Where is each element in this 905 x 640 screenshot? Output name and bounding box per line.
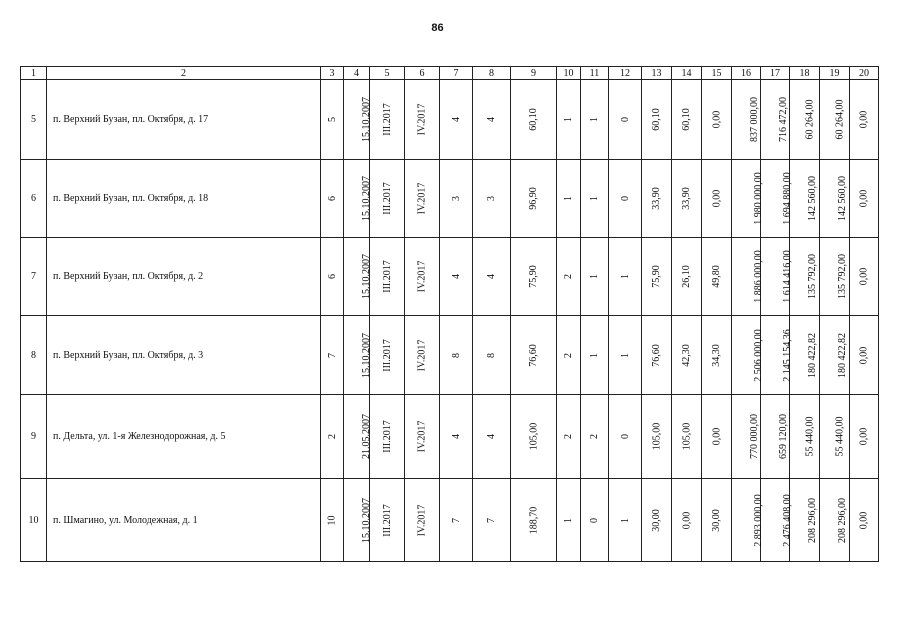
rotated-value: 33,90 (681, 187, 692, 210)
rotated-value: 105,00 (651, 422, 662, 451)
table-cell (473, 80, 511, 160)
table-cell (511, 479, 557, 562)
table-cell (609, 316, 642, 395)
table-cell (702, 238, 732, 316)
header-cell: 2 (47, 67, 321, 80)
table-cell (820, 238, 850, 316)
table-cell (405, 238, 440, 316)
rotated-value: 2 (589, 434, 600, 439)
rotated-value: 10 (326, 515, 338, 525)
rotated-value: 142 560,00 (807, 176, 818, 221)
table-cell (370, 316, 405, 395)
table-cell (672, 395, 702, 479)
rotated-value: III.2017 (381, 503, 393, 537)
table-cell (405, 80, 440, 160)
table-cell (850, 316, 879, 395)
table-cell (672, 316, 702, 395)
table-cell (732, 160, 764, 238)
table-cell (850, 80, 879, 160)
rotated-value: 2 145 154,36 (781, 328, 793, 382)
table-cell (820, 160, 850, 238)
rotated-value: 1 694 880,00 (781, 172, 793, 225)
table-body (21, 80, 879, 562)
table-cell (581, 479, 609, 562)
rotated-value: 770 000,00 (749, 414, 760, 459)
rotated-value: 0,00 (711, 189, 722, 208)
table-cell (440, 316, 473, 395)
table-cell (344, 395, 370, 479)
rotated-value: III.2017 (381, 182, 393, 215)
table-cell (790, 160, 820, 238)
table-cell (370, 479, 405, 562)
table-cell: 9 (21, 395, 47, 479)
rotated-value: 1 (589, 196, 600, 201)
rotated-value: 716 472,00 (778, 97, 789, 142)
table-cell (557, 316, 581, 395)
table-cell (321, 80, 344, 160)
table-cell (609, 238, 642, 316)
table-row (21, 238, 879, 316)
address-cell: п. Верхний Бузан, пл. Октября, д. 17 (47, 80, 321, 160)
table-cell (440, 479, 473, 562)
rotated-value: 55 440,00 (834, 416, 846, 457)
table-cell (581, 316, 609, 395)
rotated-value: 30,00 (711, 508, 722, 532)
header-cell: 1 (21, 67, 47, 80)
table-cell (473, 316, 511, 395)
table-cell (511, 160, 557, 238)
header-cell: 9 (511, 67, 557, 80)
table-cell (511, 238, 557, 316)
header-cell: 19 (820, 67, 850, 80)
rotated-value: 0 (589, 517, 600, 523)
header-cell: 16 (732, 67, 761, 80)
table-cell (761, 80, 790, 160)
rotated-value: 34,30 (711, 343, 722, 367)
rotated-value: 1 886 000,00 (752, 250, 764, 303)
rotated-value: 0,00 (711, 110, 722, 129)
rotated-value: 6 (326, 274, 338, 279)
header-cell: 11 (581, 67, 609, 80)
table-cell (702, 316, 732, 395)
table-cell (732, 80, 761, 160)
header-cell: 20 (850, 67, 879, 80)
table-cell (732, 395, 761, 479)
header-cell: 4 (344, 67, 370, 80)
rotated-value: 1 (619, 517, 631, 523)
table-cell (761, 160, 793, 238)
rotated-value: 1 (619, 274, 631, 279)
header-cell: 10 (557, 67, 581, 80)
table-cell (672, 160, 702, 238)
rotated-value: IV.2017 (416, 260, 428, 293)
table-cell (557, 395, 581, 479)
table-cell (642, 80, 672, 160)
table-cell (321, 160, 344, 238)
rotated-value: 135 792,00 (807, 254, 818, 299)
table-cell (790, 395, 820, 479)
table-cell (732, 238, 764, 316)
table-cell (344, 316, 370, 395)
rotated-value: 0,00 (858, 346, 870, 364)
rotated-value: 1 (563, 117, 574, 122)
table-cell: 6 (21, 160, 47, 238)
table-cell (702, 160, 732, 238)
rotated-value: 60,10 (681, 108, 692, 131)
header-cell: 15 (702, 67, 732, 80)
rotated-value: III.2017 (381, 260, 393, 293)
table-cell (609, 479, 642, 562)
rotated-value: III.2017 (381, 338, 393, 372)
rotated-value: 142 560,00 (837, 176, 848, 221)
rotated-value: 105,00 (681, 422, 692, 451)
header-cell: 6 (405, 67, 440, 80)
rotated-value: 6 (326, 196, 338, 201)
table-cell (473, 395, 511, 479)
rotated-value: IV.2017 (416, 420, 428, 453)
rotated-value: 837 000,00 (749, 97, 760, 142)
table-cell (405, 395, 440, 479)
table-cell: 8 (21, 316, 47, 395)
table-cell (440, 395, 473, 479)
rotated-value: 75,90 (651, 265, 662, 288)
rotated-value: 1 (619, 352, 631, 358)
rotated-value: IV.2017 (416, 504, 428, 536)
rotated-value: 1 614 416,00 (781, 250, 793, 303)
rotated-value: 60,10 (651, 108, 662, 131)
rotated-value: 0,00 (858, 427, 870, 446)
table-cell (405, 316, 440, 395)
rotated-value: 659 120,00 (778, 414, 789, 459)
table-cell (370, 80, 405, 160)
rotated-value: 4 (450, 274, 462, 279)
table-row (21, 316, 879, 395)
rotated-value: 2 476 408,00 (781, 493, 793, 547)
table-cell (581, 238, 609, 316)
table-row (21, 80, 879, 160)
table-cell: 7 (21, 238, 47, 316)
table-cell (642, 160, 672, 238)
header-cell: 5 (370, 67, 405, 80)
rotated-value: 4 (486, 434, 497, 439)
rotated-value: 8 (450, 352, 462, 358)
table-cell (820, 316, 850, 395)
rotated-value: 21.05.2007 (361, 414, 372, 459)
rotated-value: 2 506 000,00 (752, 328, 764, 382)
table-cell (581, 80, 609, 160)
rotated-value: 55 440,00 (804, 416, 816, 457)
table-row (21, 395, 879, 479)
rotated-value: 15.10.2007 (361, 254, 372, 299)
table-cell (761, 479, 793, 562)
header-cell: 3 (321, 67, 344, 80)
rotated-value: 5 (326, 117, 338, 122)
rotated-value: III.2017 (381, 103, 393, 136)
table-cell (344, 479, 370, 562)
table-cell (702, 479, 732, 562)
header-row (21, 67, 879, 80)
table-cell (609, 160, 642, 238)
rotated-value: 1 (589, 274, 600, 279)
rotated-value: 76,60 (528, 343, 539, 367)
table-cell (732, 479, 764, 562)
rotated-value: 15.10.2007 (361, 497, 372, 543)
table-cell (790, 479, 820, 562)
rotated-value: 4 (450, 434, 462, 439)
rotated-value: 105,00 (528, 422, 539, 451)
rotated-value: 208 296,00 (807, 497, 818, 543)
table-cell (850, 160, 879, 238)
table-cell (790, 80, 820, 160)
header-cell: 8 (473, 67, 511, 80)
table-cell (440, 160, 473, 238)
rotated-value: 60 264,00 (804, 99, 816, 140)
rotated-value: 49,80 (711, 265, 722, 288)
rotated-value: 8 (486, 352, 497, 358)
rotated-value: 1 (589, 352, 600, 358)
header-cell: 18 (790, 67, 820, 80)
rotated-value: 0 (619, 434, 631, 439)
rotated-value: 75,90 (528, 265, 539, 288)
rotated-value: 188,70 (528, 506, 539, 534)
rotated-value: 33,90 (651, 187, 662, 210)
rotated-value: 4 (486, 274, 497, 279)
rotated-value: 135 792,00 (837, 254, 848, 299)
table-cell (850, 479, 879, 562)
rotated-value: 60 264,00 (834, 99, 846, 140)
table-cell (581, 395, 609, 479)
table-cell (557, 80, 581, 160)
rotated-value: 26,10 (681, 265, 692, 288)
rotated-value: 3 (450, 196, 462, 201)
rotated-value: 4 (486, 117, 497, 122)
rotated-value: 0,00 (711, 427, 722, 446)
table-cell (321, 316, 344, 395)
table-cell (850, 395, 879, 479)
table-cell (642, 238, 672, 316)
header-cell: 12 (609, 67, 642, 80)
rotated-value: 0,00 (858, 267, 870, 286)
table-cell (557, 479, 581, 562)
rotated-value: 180 422,82 (837, 332, 848, 378)
table-cell (473, 160, 511, 238)
table-cell (642, 479, 672, 562)
header-cell: 7 (440, 67, 473, 80)
table-cell (702, 80, 732, 160)
rotated-value: 15.10.2007 (361, 176, 372, 221)
rotated-value: IV.2017 (416, 103, 428, 136)
table-cell (473, 238, 511, 316)
table-cell (761, 395, 790, 479)
table-cell (609, 80, 642, 160)
table-cell (405, 479, 440, 562)
table-cell (370, 160, 405, 238)
rotated-value: 0,00 (858, 511, 870, 529)
table-row (21, 479, 879, 562)
table-cell (761, 238, 793, 316)
rotated-value: 1 980 000,00 (752, 172, 764, 225)
table-cell (557, 160, 581, 238)
table-cell (761, 316, 793, 395)
table-cell (511, 316, 557, 395)
rotated-value: III.2017 (381, 420, 393, 453)
table-cell (405, 160, 440, 238)
table-row (21, 160, 879, 238)
table-cell (672, 80, 702, 160)
rotated-value: 2 (563, 274, 574, 279)
rotated-value: 2 893 000,00 (752, 493, 764, 547)
table-cell (672, 238, 702, 316)
address-cell: п. Шмагино, ул. Молодежная, д. 1 (47, 479, 321, 562)
rotated-value: 1 (563, 196, 574, 201)
rotated-value: 2 (326, 434, 338, 439)
table-cell (850, 238, 879, 316)
table-cell (321, 395, 344, 479)
address-cell: п. Верхний Бузан, пл. Октября, д. 18 (47, 160, 321, 238)
address-cell: п. Верхний Бузан, пл. Октября, д. 3 (47, 316, 321, 395)
header-cell: 13 (642, 67, 672, 80)
rotated-value: 0 (619, 196, 631, 201)
table-cell: 10 (21, 479, 47, 562)
table-cell (609, 395, 642, 479)
table-cell (557, 238, 581, 316)
table-cell (820, 479, 850, 562)
table-cell (321, 238, 344, 316)
table-cell (790, 238, 820, 316)
table-cell (370, 395, 405, 479)
table-cell (790, 316, 820, 395)
data-table (20, 66, 879, 562)
table-cell (732, 316, 764, 395)
rotated-value: 4 (450, 117, 462, 122)
table-cell (440, 238, 473, 316)
rotated-value: 0,00 (858, 189, 870, 208)
table-cell (344, 160, 370, 238)
rotated-value: IV.2017 (416, 182, 428, 215)
rotated-value: 15.10.2007 (361, 97, 372, 142)
rotated-value: 60,10 (528, 108, 539, 131)
rotated-value: 0,00 (681, 511, 692, 529)
address-cell: п. Верхний Бузан, пл. Октября, д. 2 (47, 238, 321, 316)
table-cell (672, 479, 702, 562)
rotated-value: 76,60 (651, 343, 662, 367)
rotated-value: 7 (486, 517, 497, 523)
table-cell (344, 80, 370, 160)
rotated-value: IV.2017 (416, 339, 428, 371)
rotated-value: 30,00 (651, 508, 662, 532)
table-cell (344, 238, 370, 316)
header-cell: 17 (761, 67, 790, 80)
header-cell: 14 (672, 67, 702, 80)
table-cell (440, 80, 473, 160)
table-cell (642, 316, 672, 395)
rotated-value: 0 (619, 117, 631, 122)
rotated-value: 208 296,00 (837, 497, 848, 543)
rotated-value: 1 (563, 517, 574, 523)
rotated-value: 7 (326, 352, 338, 358)
rotated-value: 2 (563, 352, 574, 358)
rotated-value: 180 422,82 (807, 332, 818, 378)
rotated-value: 15.10.2007 (361, 332, 372, 378)
rotated-value: 3 (486, 196, 497, 201)
table-cell: 5 (21, 80, 47, 160)
rotated-value: 0,00 (858, 110, 870, 129)
table-cell (820, 80, 850, 160)
table-cell (370, 238, 405, 316)
rotated-value: 2 (563, 434, 574, 439)
table-cell (702, 395, 732, 479)
table-cell (820, 395, 850, 479)
table-cell (473, 479, 511, 562)
address-cell: п. Дельта, ул. 1-я Железнодорожная, д. 5 (47, 395, 321, 479)
table-cell (511, 80, 557, 160)
rotated-value: 96,90 (528, 187, 539, 210)
table-cell (511, 395, 557, 479)
table-cell (321, 479, 344, 562)
page-number: 86 (431, 22, 444, 34)
table-cell (642, 395, 672, 479)
rotated-value: 42,30 (681, 343, 692, 367)
rotated-value: 7 (450, 517, 462, 523)
rotated-value: 1 (589, 117, 600, 122)
table-cell (581, 160, 609, 238)
